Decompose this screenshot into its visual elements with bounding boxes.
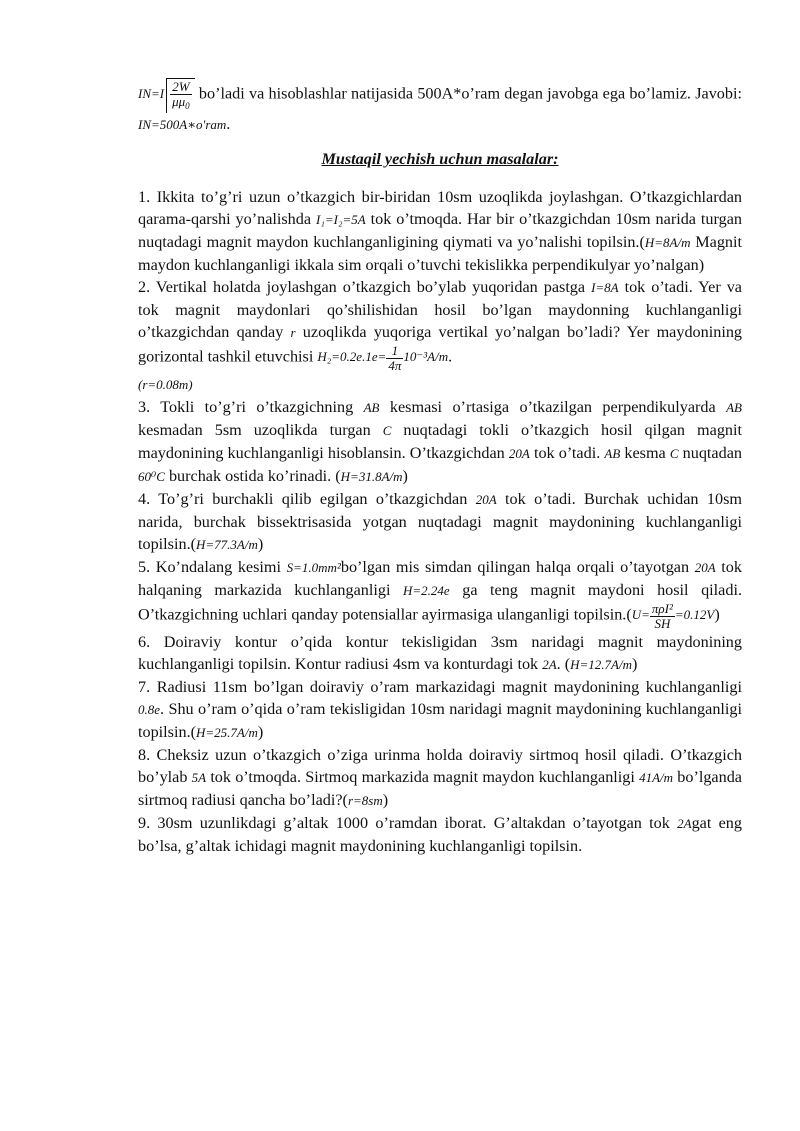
formula: 2A: [542, 657, 557, 672]
answer-formula: H=8A/m: [644, 235, 691, 250]
fraction: $\frac{\text{πρI²}}{SH}$: [651, 601, 673, 631]
formula: S=1.0mm²: [286, 560, 341, 575]
earth-field-formula: H₂=0.2e.1e= $\frac{1}{4\pi}$ 10⁻³A/m: [317, 343, 449, 373]
answer-formula: U= $\frac{\text{πρI²}}{SH}$ =0.12V: [631, 601, 715, 631]
formula: C: [382, 423, 392, 438]
formula: AB: [726, 400, 742, 415]
answer-formula: (r=0.08m): [138, 377, 193, 392]
answer-formula: H=12.7A/m: [570, 657, 632, 672]
problem-9: 9. 30sm uzunlikdagi g’altak 1000 o’ramdan iborat. G’altakdan o’tayotgan tok 2Agat eng bo’lsa, g’altak ichidagi magnit maydonining kuchlanganligi topilsin.: [138, 814, 742, 855]
formula: I=8A: [591, 280, 619, 295]
formula: r: [290, 325, 296, 340]
formula: 60⁰C: [138, 469, 165, 484]
problem-8: 8. Cheksiz uzun o’tkazgich o’ziga urinma holda doiraviy sirtmoq hosil qiladi. O’tkazgich bo’ylab 5A tok o’tmoqda. Sirtmoq markazida magnit maydon kuchlanganligi 41A/m bo’lganda sirtmoq radiusi qancha bo’ladi?(r=8sm): [138, 746, 742, 809]
formula: I₁=I₂=5A: [316, 212, 366, 227]
formula: 41A/m: [639, 770, 674, 785]
intro-formula: IN=I $\frac{2W}{\mu\mu_0}$: [138, 86, 195, 101]
answer-formula: r=8sm: [347, 793, 383, 808]
sqrt-sign: [166, 78, 195, 113]
problem-2: 2. Vertikal holatda joylashgan o’tkazgich bo’ylab yuqoridan pastga I=8A tok o’tadi. Yer va tok magnit maydonlari qo’shilishidan hosil bo’lgan maydonning kuchlanganligi o’tkazgichdan qanday r uzoqlikda yuqoriga vertikal yo’nalgan bo’ladi? Yer maydonining gorizontal tashkil etuvchisi H₂=0.2e.1e= $\frac{1}{4\pi}$ 10⁻³A/m. (r=0.08m): [138, 278, 743, 392]
answer-formula: H=25.7A/m: [196, 725, 258, 740]
formula: 2A: [677, 816, 692, 831]
formula: 20A: [508, 446, 530, 461]
formula: 20A: [694, 560, 716, 575]
problem-5: 5. Ko’ndalang kesimi S=1.0mm²bo’lgan mis simdan qilingan halqa orqali o’tayotgan 20A tok halqaning markazida kuchlanganligi H=2.24e ga teng magnit maydoni hosil qiladi. O’tkazgichning uchlari qanday potensiallar ayirmasiga ulanganligi topilsin.(U= $\frac{\text{πρI²}}{SH}$ =0.12V): [138, 558, 742, 631]
formula: C: [669, 446, 679, 461]
formula: 5A: [191, 770, 207, 785]
answer-formula: H=31.8A/m: [340, 469, 403, 484]
section-heading: Mustaqil yechish uchun masalalar:: [321, 150, 559, 168]
problem-4: 4. To’g’ri burchakli qilib egilgan o’tkazgichdan 20A tok o’tadi. Burchak uchidan 10sm narida, burchak bissektrisasida yotgan nuqtadagi magnit maydonining kuchlanganligi topilsin.(H=77.3A/m): [138, 490, 743, 553]
problem-6: 6. Doiraviy kontur o’qida kontur tekisligidan 3sm naridagi magnit maydonining kuchlanganligi topilsin. Kontur radiusi 4sm va konturdagi tok 2A. (H=12.7A/m): [138, 633, 742, 673]
formula: AB: [363, 400, 380, 415]
intro-answer: IN=500A∗o'ram: [138, 117, 227, 132]
formula: H=2.24e: [403, 583, 450, 598]
formula: 20A: [475, 492, 497, 507]
problem-7: 7. Radiusi 11sm bo’lgan doiraviy o’ram markazidagi magnit maydonining kuchlanganligi 0.8e. Shu o’ram o’qida o’ram tekisligidan 10sm naridagi magnit maydonining kuchlanganligi topilsin.(H=25.7A/m): [138, 678, 742, 741]
formula: AB: [604, 446, 621, 461]
formula: 0.8e: [138, 702, 161, 717]
answer-formula: H=77.3A/m: [196, 537, 258, 552]
problem-3: 3. Tokli to’g’ri o’tkazgichning AB kesmasi o’rtasiga o’tkazilgan perpendikulyarda AB kesmadan 5sm uzoqlikda turgan C nuqtadagi tokli o’tkazgich hosil qilgan magnit maydonining kuchlanganligi hisoblansin. O’tkazgichdan 20A tok o’tadi. AB kesma C nuqtadan 60⁰C burchak ostida ko’rinadi. (H=31.8A/m): [138, 398, 742, 485]
problem-1: 1. Ikkita to’g’ri uzun o’tkazgich bir-biridan 10sm uzoqlikda joylashgan. O’tkazgichlardan qarama-qarshi yo’nalishda I₁=I₂=5A tok o’tmoqda. Har bir o’tkazgichdan 10sm narida turgan nuqtadagi magnit maydon kuchlanganligining qiymati va yo’nalishi topilsin.(H=8A/m Magnit maydon kuchlanganligi ikkala sim orqali o’tuvchi tekislikka perpendikulyar yo’nalgan): [138, 188, 743, 274]
intro-fraction: $\frac{2W}{\mu\mu_0}$: [172, 79, 190, 111]
fraction: $\frac{1}{4\pi}$: [388, 343, 402, 373]
document-page: [138, 72, 742, 857]
intro-paragraph: IN=I $\frac{2W}{\mu\mu_0}$ bo’ladi va hisoblashlar natijasida 500A*o’ram degan javobga ega bo’lamiz. Javobi: IN=500A∗o'ram.: [138, 79, 742, 133]
